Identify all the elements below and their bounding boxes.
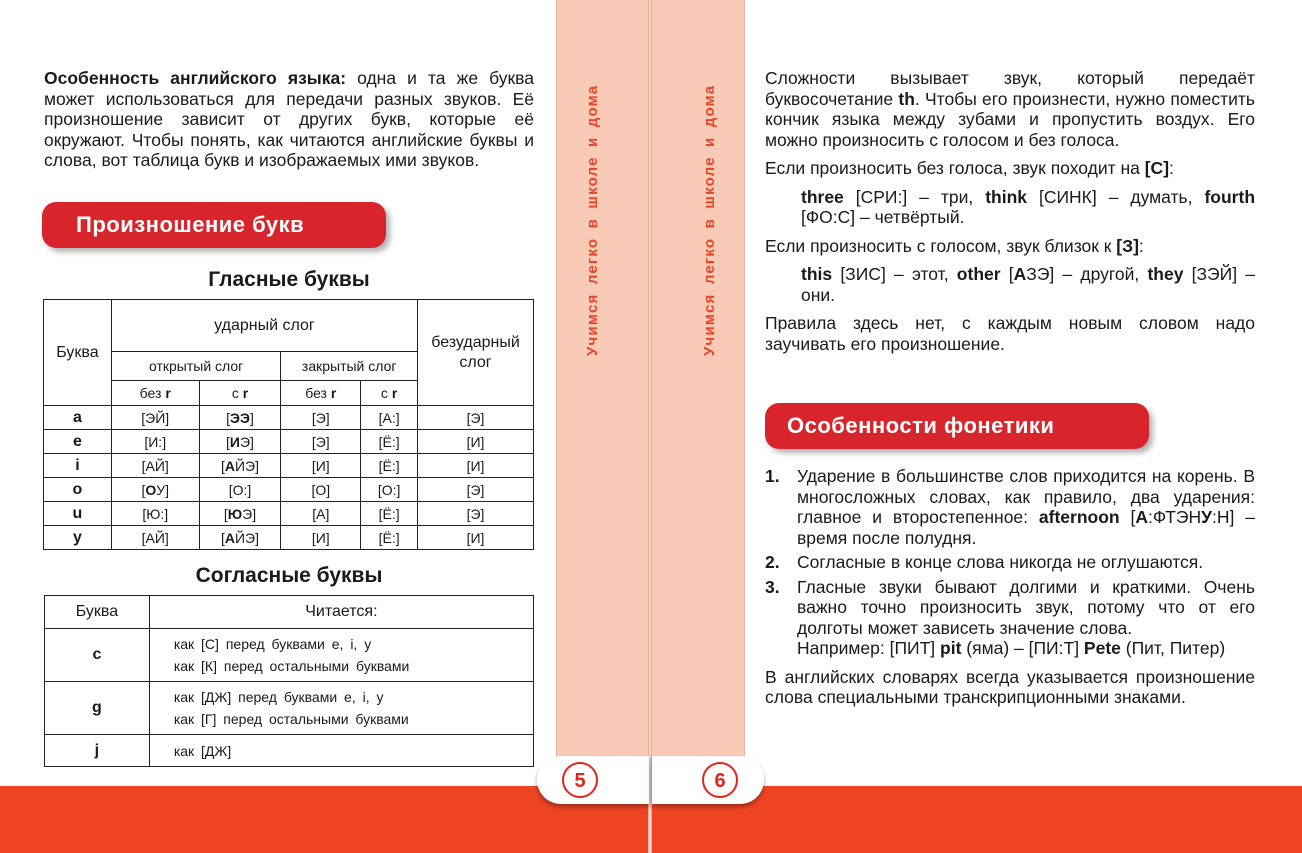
- table-row: c как [С] перед буквами e, i, y как [К] перед остальными буквами: [45, 629, 534, 682]
- vowels-subheader-closed-no-r: без r: [281, 381, 361, 406]
- right-text-block: [765, 68, 1255, 354]
- vowels-header-open: открытый слог: [111, 352, 281, 381]
- heading-phonetics: Особенности фонетики: [765, 403, 1149, 449]
- spine-right: [652, 0, 745, 786]
- heading-pronunciation: Произношение букв: [42, 202, 386, 248]
- intro-text: одна и та же буква может использоваться для передачи разных звуков. Её произношение зависит от других букв, которые её окружают. Чтобы понять, как читаются английские буквы и слова, вот таблица букв и изображаемых ими звуков.: [44, 68, 534, 170]
- book-gutter: [648, 0, 652, 853]
- vowels-subheader-open-r: с r: [199, 381, 281, 406]
- paragraph-voiceless: Если произносить без голоса, звук походит на [С]:: [765, 158, 1174, 178]
- vowels-header-unstressed: безударный слог: [418, 300, 534, 406]
- page-number-left: 5: [562, 762, 598, 798]
- paragraph-voiced: Если произносить с голосом, звук близок к [З]:: [765, 235, 1144, 256]
- consonants-table: [44, 595, 534, 767]
- vowels-title: Гласные буквы: [208, 268, 370, 291]
- consonants-header-letter: Буква: [45, 596, 150, 629]
- table-row: i [АЙ] [АЙЭ] [И] [Ё:] [И]: [44, 454, 534, 478]
- consonants-header-reads: Читается:: [149, 596, 533, 629]
- vowels-subheader-closed-r: с r: [361, 381, 418, 406]
- paragraph-no-rule: Правила здесь нет, с каждым новым словом надо заучивать его произношение.: [765, 313, 1255, 354]
- page-number-right: 6: [702, 762, 738, 798]
- paragraph-dictionaries: В английских словарях всегда указывается произношение слова специальными транскрипционными знаками.: [765, 666, 1255, 707]
- phonetics-list: [765, 466, 1255, 659]
- table-row: e [И:] [ИЭ] [Э] [Ё:] [И]: [44, 430, 534, 454]
- table-row: o [ОУ] [О:] [О] [О:] [Э]: [44, 478, 534, 502]
- consonants-title: Согласные буквы: [195, 564, 383, 587]
- vowels-table: [43, 299, 534, 550]
- table-row: g как [ДЖ] перед буквами e, i, y как [Г] перед остальными буквами: [45, 682, 534, 735]
- vowels-header-stressed: ударный слог: [111, 300, 417, 352]
- table-row: u [Ю:] [ЮЭ] [А] [Ё:] [Э]: [44, 502, 534, 526]
- paragraph-th: Сложности вызывает звук, который передаёт буквосочетание th. Чтобы его произнести, нужно поместить кончик языка между зубами и пропустить воздух. Его можно произносить с голосом и без голоса.: [765, 68, 1255, 150]
- vowels-subheader-open-no-r: без r: [111, 381, 199, 406]
- list-item: 2. Согласные в конце слова никогда не оглушаются.: [765, 552, 1204, 572]
- table-row: j как [ДЖ]: [45, 735, 534, 767]
- table-row: y [АЙ] [АЙЭ] [И] [Ё:] [И]: [44, 526, 534, 550]
- intro-paragraph: [44, 68, 534, 171]
- spine-text-right: Учимся легко в школе и дома: [701, 84, 718, 356]
- intro-bold: Особенность английского языка:: [44, 68, 347, 88]
- table-row: a [ЭЙ] [ЭЭ] [Э] [А:] [Э]: [44, 406, 534, 430]
- example-voiced: this [ЗИС] – этот, other [АЗЭ] – другой, they [ЗЭЙ] – они.: [801, 264, 1255, 305]
- vowels-header-closed: закрытый слог: [281, 352, 418, 381]
- vowels-header-letter: Буква: [44, 300, 112, 406]
- spine-text-left: Учимся легко в школе и дома: [584, 84, 601, 356]
- example-voiceless: three [СРИ:] – три, think [СИНК] – думать, fourth [ФО:С] – четвёртый.: [801, 186, 1256, 227]
- list-item: 3. Гласные звуки бывают долгими и краткими. Очень важно точно произносить звук, потому что от его долготы может зависеть значение слова. Например: [ПИТ] pit (яма) – [ПИ:Т] Pete (Пит, Питер): [765, 576, 1255, 658]
- phonetics-block: [765, 466, 1255, 708]
- list-item: 1. Ударение в большинстве слов приходится на корень. В многосложных словах, как правило, два ударения: главное и второстепенное: afternoon [А:ФТЭНУ:Н] – время после полудня.: [765, 466, 1256, 548]
